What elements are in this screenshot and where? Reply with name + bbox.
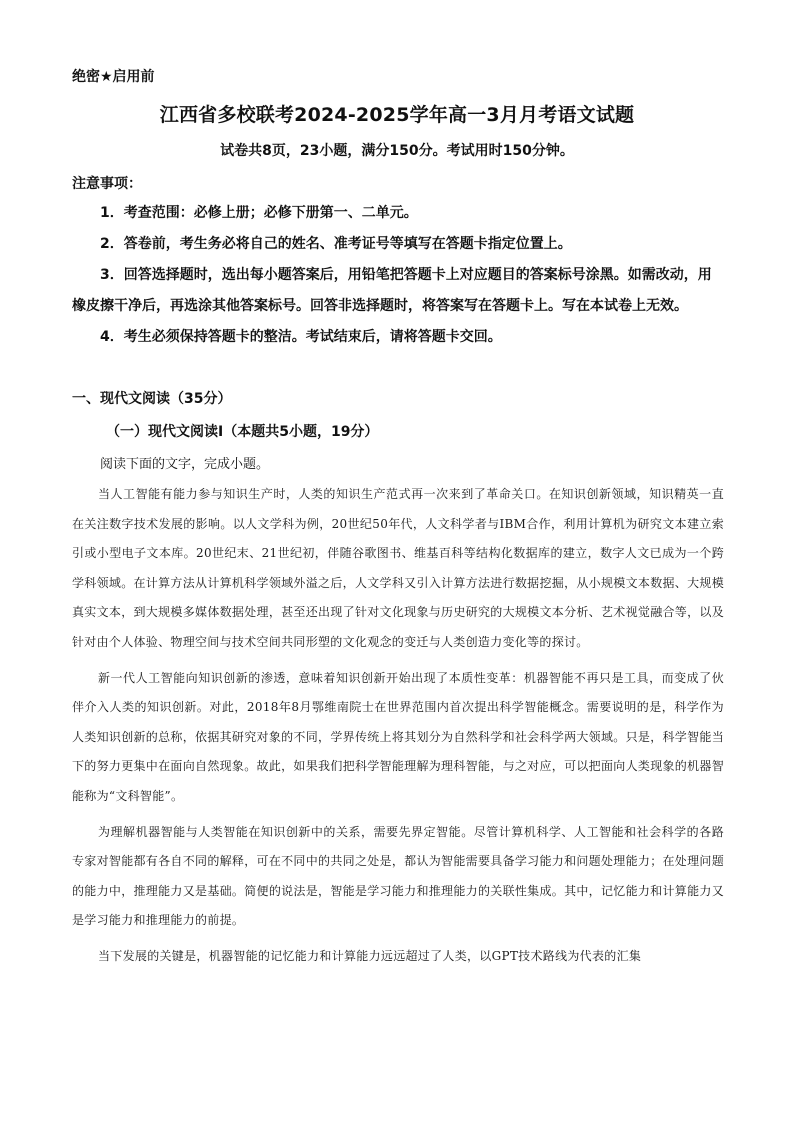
notice-item: 3．回答选择题时，选出每小题答案后，用铅笔把答题卡上对应题目的答案标号涂黑。如需改动，用橡皮擦干净后，再选涂其他答案标号。回答非选择题时，将答案写在答题卡上。写在本试卷上无效。 [72,267,712,314]
passage-paragraph: 新一代人工智能向知识创新的渗透，意味着知识创新开始出现了本质性变革：机器智能不再只是工具，而变成了伙伴介入人类的知识创新。对此，2018年8月鄂维南院士在世界范围内首次提出科学智能概念。需要说明的是，科学作为人类知识创新的总称，依据其研究对象的不同，学界传统上将其划分为自然科学和社会科学两大领域。只是，科学智能当下的努力更集中在面向自然现象。故此，如果我们把科学智能理解为理科智能，与之对应，可以把面向人类现象的机器智能称为“文科智能”。 [72,670,724,803]
passage-paragraph: 为理解机器智能与人类智能在知识创新中的关系，需要先界定智能。尽管计算机科学、人工智能和社会科学的各路专家对智能都有各自不同的解释，可在不同中的共同之处是，都认为智能需要具备学习能力和问题处理能力；在处理问题的能力中，推理能力又是基础。简便的说法是，智能是学习能力和推理能力的关联性集成。其中，记忆能力和计算能力又是学习能力和推理能力的前提。 [72,824,724,928]
notice-item: 1．考查范围：必修上册；必修下册第一、二单元。 [100,205,418,221]
exam-title: 江西省多校联考2024-2025学年高一3月月考语文试题 [159,104,635,126]
confidential-label: 绝密★启用前 [72,69,155,85]
exam-subtitle: 试卷共8页，23小题，满分150分。考试用时150分钟。 [220,143,574,159]
reading-instruction: 阅读下面的文字，完成小题。 [100,457,270,472]
subsection-heading: （一）现代文阅读Ⅰ（本题共5小题，19分） [106,424,379,440]
passage-paragraph: 当人工智能有能力参与知识生产时，人类的知识生产范式再一次来到了革命关口。在知识创新领域，知识精英一直在关注数字技术发展的影响。以人文学科为例，20世纪50年代，人文科学者与IBM合作，利用计算机为研究文本建立索引或小型电子文本库。20世纪末、21世纪初，伴随谷歌图书、维基百科等结构化数据库的建立，数字人文已成为一个跨学科领域。在计算方法从计算机科学领域外溢之后，人文学科又引入计算方法进行数据挖掘，从小规模文本数据、大规模真实文本，到大规模多媒体数据处理，甚至还出现了针对文化现象与历史研究的大规模文本分析、艺术视觉融合等，以及针对由个人体验、物理空间与技术空间共同形塑的文化观念的变迁与人类创造力变化等的探讨。 [72,487,724,649]
notice-heading: 注意事项： [72,176,142,192]
notice-list [72,198,724,353]
notice-item: 2．答卷前，考生务必将自己的姓名、准考证号等填写在答题卡指定位置上。 [100,236,572,252]
section-heading: 一、现代文阅读（35分） [72,391,232,407]
reading-passage [72,480,724,978]
passage-paragraph: 当下发展的关键是，机器智能的记忆能力和计算能力远远超过了人类，以GPT技术路线为代表的汇集 [98,948,642,963]
notice-item: 4．考生必须保持答题卡的整洁。考试结束后，请将答题卡交回。 [100,329,502,345]
